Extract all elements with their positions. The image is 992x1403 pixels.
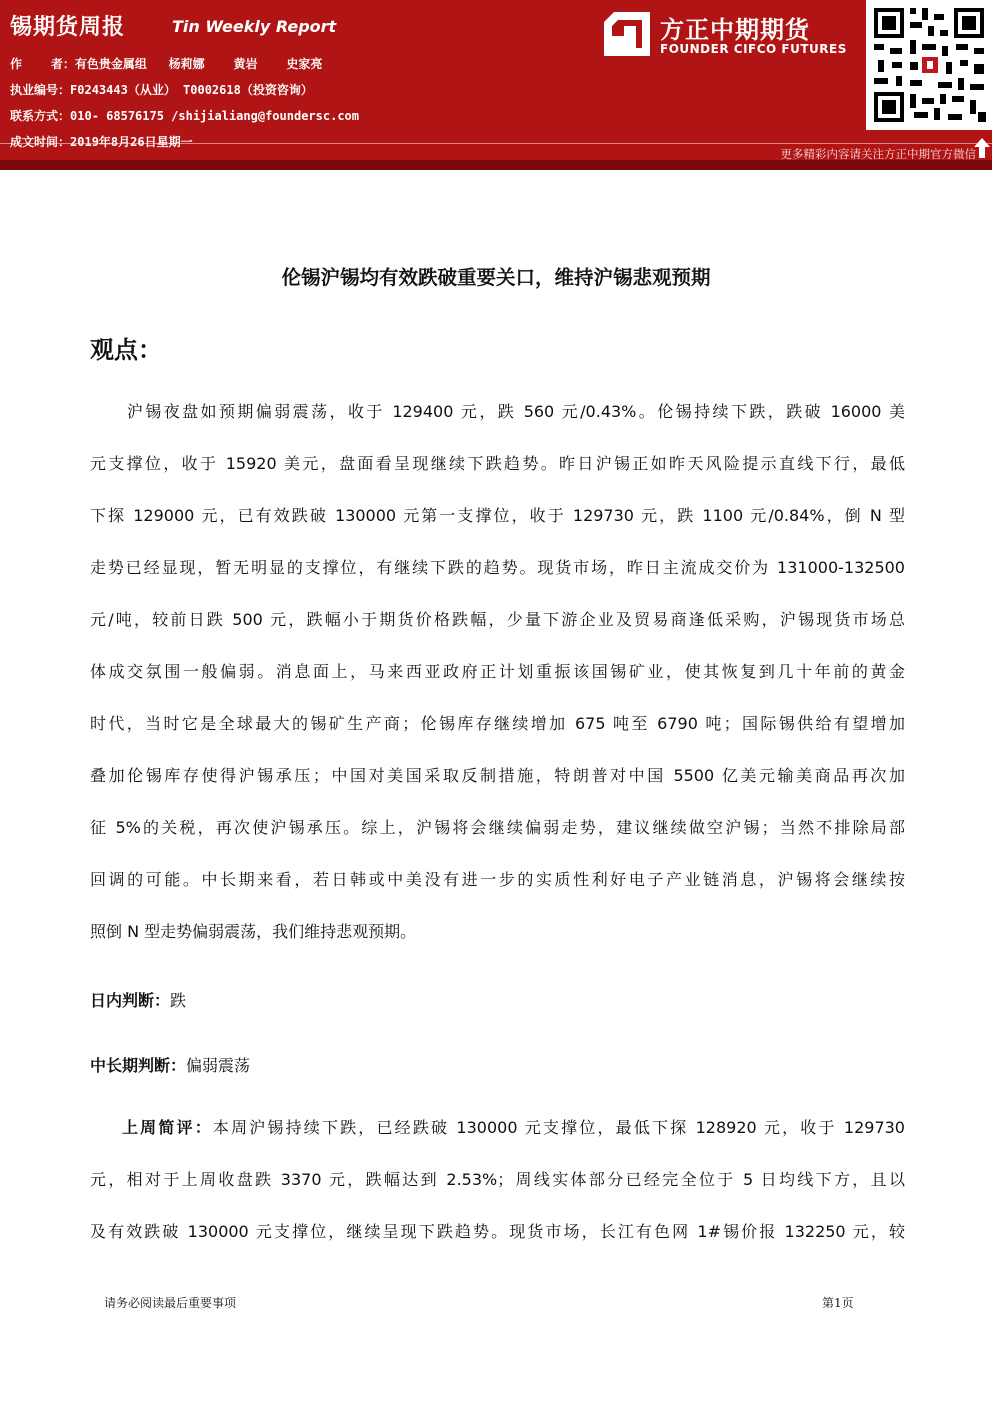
authors-line (10, 55, 322, 72)
paragraph-line: 征 5%的关税，再次使沪锡承压。综上，沪锡将会继续偏弱走势，建议继续做空沪锡；当然不排除局部 (90, 818, 905, 837)
weekly-review-line: 本周沪锡持续下跌，已经跌破 130000 元支撑位，最低下探 128920 元，收于 129730 (212, 1118, 905, 1137)
paragraph-line: 时代，当时它是全球最大的锡矿生产商；伦锡库存继续增加 675 吨至 6790 吨；国际锡供给有望增加 (90, 714, 905, 733)
date-value: 2019年8月26日星期一 (70, 135, 193, 149)
analysis-paragraph (90, 386, 905, 958)
longterm-judgment (90, 1053, 250, 1076)
paragraph-line: 元/吨，较前日跌 500 元，跌幅小于期货价格跌幅，少量下游企业及贸易商逢低采购，沪锡现货市场总 (90, 610, 905, 629)
contact-line (10, 107, 359, 124)
intraday-label: 日内判断： (90, 991, 171, 1010)
date-label: 成文时间： (10, 135, 71, 149)
intraday-judgment (90, 988, 186, 1011)
arrow-up-icon (974, 138, 990, 158)
follow-wechat-text: 更多精彩内容请关注方正中期官方微信 (780, 147, 976, 161)
weekly-review-label: 上周简评： (122, 1118, 213, 1137)
license-value: F0243443（从业） T0002618（投资咨询） (70, 83, 313, 97)
viewpoint-heading: 观点： (90, 336, 162, 364)
company-logo-icon (604, 12, 650, 56)
document-title: 伦锡沪锡均有效跌破重要关口，维持沪锡悲观预期 (281, 266, 711, 289)
paragraph-line: 照倒 N 型走势偏弱震荡，我们维持悲观预期。 (90, 922, 417, 941)
qr-code-icon (866, 0, 992, 130)
paragraph-line: 元，相对于上周收盘跌 3370 元，跌幅达到 2.53%；周线实体部分已经完全位于 5 日均线下方，且以 (90, 1170, 905, 1189)
paragraph-line: 回调的可能。中长期来看，若日韩或中美没有进一步的实质性利好电子产业链消息，沪锡将会继续按 (90, 870, 905, 889)
paragraph-line: 叠加伦锡库存使得沪锡承压；中国对美国采取反制措施，特朗普对中国 5500 亿美元输美商品再次加 (90, 766, 905, 785)
authors-label: 作 者： (10, 57, 75, 71)
report-title-cn: 锡期货周报 (10, 15, 126, 40)
weekly-review-paragraph (90, 1102, 905, 1258)
authors-value: 有色贵金属组 杨莉娜 黄岩 史家亮 (74, 57, 323, 71)
company-name-cn: 方正中期期货 (660, 16, 810, 44)
company-name-en: FOUNDER CIFCO FUTURES (660, 42, 847, 56)
contact-value: 010- 68576175 /shijialiang@foundersc.com (70, 109, 359, 123)
paragraph-line: 走势已经显现，暂无明显的支撑位，有继续下跌的趋势。现货市场，昨日主流成交价为 131000-132500 (90, 558, 905, 577)
paragraph-line: 及有效跌破 130000 元支撑位，继续呈现下跌趋势。现货市场，长江有色网 1#锡价报 132250 元，较 (90, 1222, 905, 1241)
paragraph-line: 体成交氛围一般偏弱。消息面上，马来西亚政府正计划重振该国锡矿业，使其恢复到几十年前的黄金 (90, 662, 905, 681)
paragraph-line (90, 1102, 905, 1154)
paragraph-line: 沪锡夜盘如预期偏弱震荡，收于 129400 元，跌 560 元/0.43%。伦锡持续下跌，跌破 16000 美 (90, 402, 905, 421)
page-number: 第1页 (822, 1296, 854, 1310)
contact-label: 联系方式： (10, 109, 71, 123)
license-label: 执业编号： (10, 83, 71, 97)
longterm-label: 中长期判断： (90, 1056, 187, 1075)
license-line (10, 81, 313, 98)
intraday-value: 跌 (170, 991, 187, 1010)
footer-notice: 请务必阅读最后重要事项 (104, 1296, 237, 1310)
paragraph-line: 下探 129000 元，已有效跌破 130000 元第一支撑位，收于 129730 元，跌 1100 元/0.84%，倒 N 型 (90, 506, 905, 525)
paragraph-line: 元支撑位，收于 15920 美元，盘面看呈现继续下跌趋势。昨日沪锡正如昨天风险提示直线下行，最低 (90, 454, 905, 473)
report-title-en: Tin Weekly Report (172, 17, 337, 36)
longterm-value: 偏弱震荡 (186, 1056, 251, 1075)
date-line (10, 133, 193, 150)
